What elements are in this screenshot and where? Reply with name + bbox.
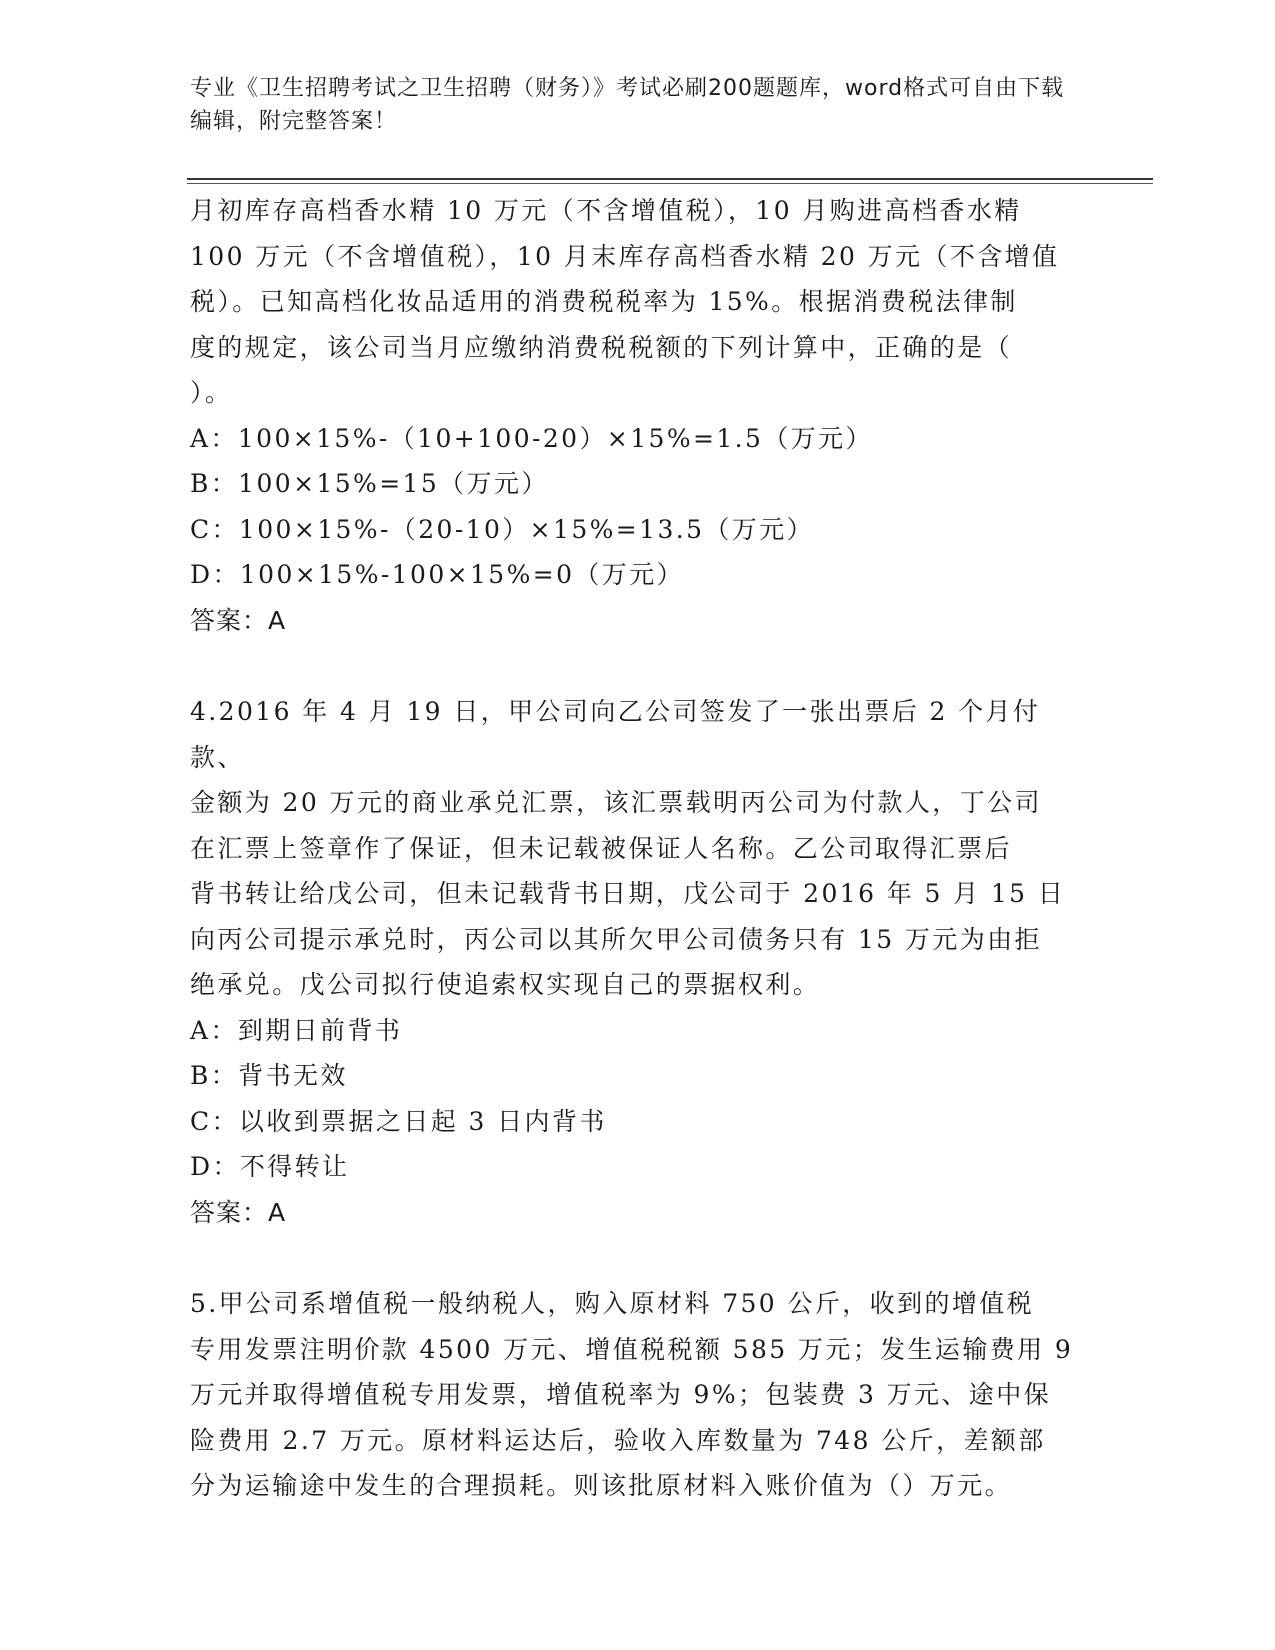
header-rule-thick	[187, 178, 1153, 180]
question-text-line: 险费用 2.7 万元。原材料运达后，验收入库数量为 748 公斤，差额部	[190, 1425, 1046, 1455]
question-text-line: ）。	[190, 378, 233, 407]
option-a: A：到期日前背书	[190, 1015, 403, 1045]
question-text-line: 背书转让给戊公司，但未记载背书日期，戊公司于 2016 年 5 月 15 日	[190, 879, 1066, 908]
question-text-line: 绝承兑。戊公司拟行使追索权实现自己的票据权利。	[190, 970, 821, 999]
question-text-line: 金额为 20 万元的商业承兑汇票，该汇票载明丙公司为付款人，丁公司	[190, 788, 1042, 817]
option-d: D：100×15%-100×15%=0（万元）	[190, 560, 685, 589]
question-text-line: 专用发票注明价款 4500 万元、增值税税额 585 万元；发生运输费用 9	[190, 1334, 1074, 1364]
question-text-line: 5.甲公司系增值税一般纳税人，购入原材料 750 公斤，收到的增值税	[190, 1289, 1035, 1318]
question-text-line: 100 万元（不含增值税），10 月末库存高档香水精 20 万元（不含增值	[190, 241, 1060, 271]
question-text-line: 向丙公司提示承兑时，丙公司以其所欠甲公司债务只有 15 万元为由拒	[190, 924, 1042, 954]
document-body	[190, 188, 1080, 1509]
spacer	[190, 643, 1080, 689]
option-c: C：以收到票据之日起 3 日内背书	[190, 1106, 607, 1136]
option-d: D：不得转让	[190, 1152, 350, 1181]
question-5	[190, 1281, 1080, 1509]
question-text-line: 分为运输途中发生的合理损耗。则该批原材料入账价值为（）万元。	[190, 1471, 1013, 1500]
spacer	[190, 1235, 1080, 1281]
option-c: C：100×15%-（20-10）×15%=13.5（万元）	[190, 514, 815, 544]
question-text-line: 度的规定，该公司当月应缴纳消费税税额的下列计算中，正确的是（	[190, 332, 1013, 362]
question-text-line: 万元并取得增值税专用发票，增值税率为 9%；包装费 3 万元、途中保	[190, 1380, 1052, 1409]
option-b: B：背书无效	[190, 1061, 348, 1090]
option-a: A：100×15%-（10+100-20）×15%=1.5（万元）	[190, 423, 873, 453]
question-text-line: 月初库存高档香水精 10 万元（不含增值税），10 月购进高档香水精	[190, 196, 1022, 225]
question-text-line: 税）。已知高档化妆品适用的消费税税率为 15%。根据消费税法律制	[190, 287, 1018, 316]
question-text-line: 在汇票上签章作了保证，但未记载被保证人名称。乙公司取得汇票后	[190, 833, 1013, 863]
option-b: B：100×15%=15（万元）	[190, 469, 549, 498]
header-rule-thin	[187, 183, 1153, 184]
document-header: 专业《卫生招聘考试之卫生招聘（财务）》考试必刷200题题库，word格式可自由下载编辑，附完整答案！	[190, 76, 1065, 134]
answer: 答案：A	[190, 1197, 287, 1227]
question-text-line: 4.2016 年 4 月 19 日，甲公司向乙公司签发了一张出票后 2 个月付款、	[190, 697, 1041, 772]
question-3	[190, 188, 1080, 643]
answer: 答案：A	[190, 605, 287, 635]
question-4	[190, 689, 1080, 1235]
